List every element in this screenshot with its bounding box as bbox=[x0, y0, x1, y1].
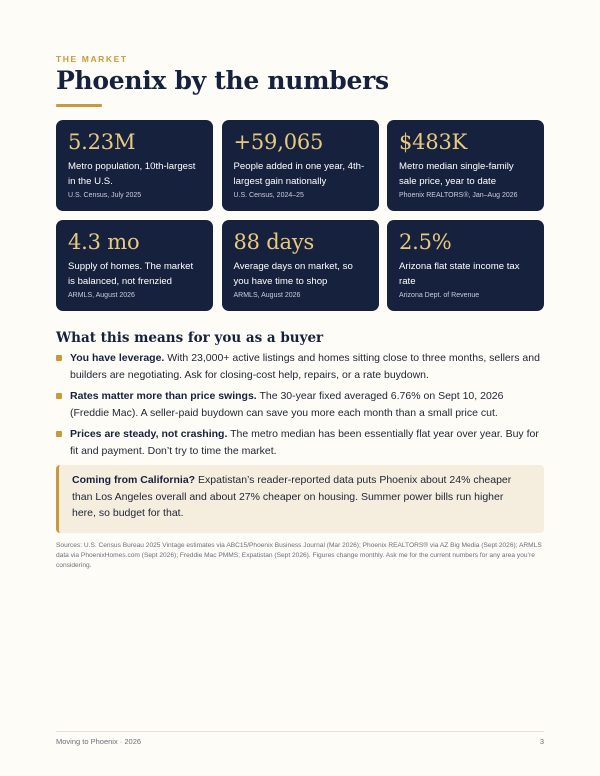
bullet-lead: You have leverage. bbox=[70, 352, 165, 364]
bullet-text: The 30-year fixed averaged 6.76% on Sept 10, 2026 (Freddie Mac). A seller-paid buydown can save you more each month than a small price cut. bbox=[70, 390, 504, 419]
stat-source: ARMLS, August 2026 bbox=[233, 292, 301, 299]
stat-card-growth bbox=[222, 120, 379, 211]
buyer-section-heading: What this means for you as a buyer bbox=[56, 330, 324, 346]
stat-value: 4.3 mo bbox=[68, 230, 140, 254]
stat-card-income-tax bbox=[387, 220, 544, 311]
stat-value: +59,065 bbox=[233, 130, 324, 154]
stat-card-supply bbox=[56, 220, 213, 311]
stat-description: Metro population, 10th-largest in the U.S. bbox=[68, 161, 196, 187]
callout-text: Expatistan’s reader-reported data puts Phoenix about 24% cheaper than Los Angeles overall and about 27% cheaper on housing. Summer power bills run higher here, so budget for that. bbox=[72, 474, 512, 519]
bullet-lead: Rates matter more than price swings. bbox=[70, 390, 257, 402]
stat-description: Average days on market, so you have time to shop bbox=[233, 261, 353, 287]
stat-source: ARMLS, August 2026 bbox=[68, 292, 135, 299]
list-item bbox=[56, 426, 544, 459]
callout-lead: Coming from California? bbox=[72, 474, 196, 486]
page-title: Phoenix by the numbers bbox=[56, 66, 389, 95]
stat-card-population bbox=[56, 120, 213, 211]
bullet-square-icon bbox=[56, 431, 62, 437]
footer-publication: Moving to Phoenix · 2026 bbox=[56, 737, 142, 746]
bullet-square-icon bbox=[56, 355, 62, 361]
california-callout bbox=[56, 465, 544, 533]
stat-value: 2.5% bbox=[399, 230, 452, 254]
page-number: 3 bbox=[539, 737, 544, 746]
section-eyebrow: THE MARKET bbox=[56, 54, 128, 64]
page bbox=[56, 0, 544, 776]
stat-source: U.S. Census, July 2025 bbox=[68, 192, 142, 199]
stat-source: Arizona Dept. of Revenue bbox=[399, 292, 480, 299]
stat-card-median-price bbox=[387, 120, 544, 211]
bullet-text: With 23,000+ active listings and homes sitting close to three months, sellers and builders are negotiating. Ask for closing-cost help, repairs, or a rate buydown. bbox=[70, 352, 540, 381]
list-item bbox=[56, 388, 544, 421]
stat-value: 88 days bbox=[233, 230, 315, 254]
bullet-square-icon bbox=[56, 393, 62, 399]
stat-card-days-on-market bbox=[222, 220, 379, 311]
list-item bbox=[56, 350, 544, 383]
stat-source: U.S. Census, 2024–25 bbox=[233, 192, 304, 199]
buyer-bullet-list bbox=[56, 350, 544, 464]
stat-description: Metro median single-family sale price, year to date bbox=[399, 161, 514, 187]
bullet-text: The metro median has been essentially flat year over year. Buy for fit and payment. Don’t try to time the market. bbox=[70, 428, 539, 457]
stats-grid bbox=[56, 120, 544, 311]
sources-note: Sources: U.S. Census Bureau 2025 Vintage estimates via ABC15/Phoenix Business Journal (Mar 2026); Phoenix REALTORS® via AZ Big Media (Sept 2026); ARMLS data via PhoenixHomes.com (Sept 2026); Freddie Mac PMMS; Expatistan (Sept 2026). Figures change monthly. Ask me for the current numbers for any area you’re considering. bbox=[56, 542, 542, 569]
stat-description: Arizona flat state income tax rate bbox=[399, 261, 520, 287]
stat-value: 5.23M bbox=[68, 130, 136, 154]
stat-source: Phoenix REALTORS®, Jan–Aug 2026 bbox=[399, 192, 518, 199]
bullet-lead: Prices are steady, not crashing. bbox=[70, 428, 228, 440]
stat-value: $483K bbox=[399, 130, 468, 154]
footer-divider bbox=[56, 731, 544, 732]
stat-description: People added in one year, 4th-largest gain nationally bbox=[233, 161, 365, 187]
stat-description: Supply of homes. The market is balanced, not frenzied bbox=[68, 261, 194, 287]
title-underline bbox=[56, 104, 102, 107]
